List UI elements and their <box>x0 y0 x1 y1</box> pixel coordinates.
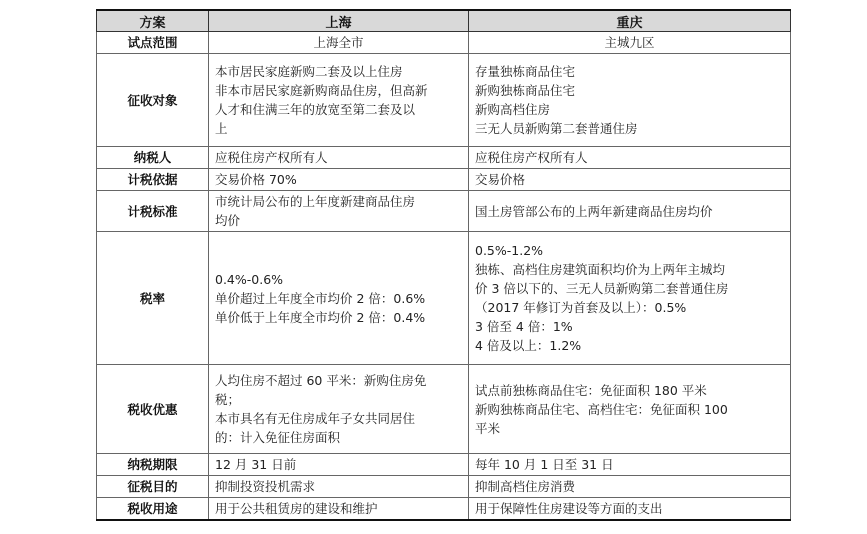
cell-line: 上 <box>215 121 228 136</box>
cell-line: 0.4%-0.6% <box>215 271 284 287</box>
cell-shanghai <box>209 232 469 365</box>
table-row <box>97 232 791 365</box>
cell-line: 4 倍及以上：1.2% <box>475 338 582 353</box>
cell-chongqing <box>469 147 791 169</box>
cell-line: 3 倍至 4 倍：1% <box>475 319 573 334</box>
property-tax-comparison-table <box>96 9 791 521</box>
cell-line: （2017 年修订为首套及以上）：0.5% <box>475 300 687 315</box>
row-label: 征税目的 <box>97 476 209 498</box>
row-label: 试点范围 <box>97 32 209 54</box>
cell-line: 本市具名有无住房成年子女共同居住 <box>215 411 416 426</box>
cell-chongqing <box>469 498 791 521</box>
table-row <box>97 169 791 191</box>
cell-line: 应税住房产权所有人 <box>215 150 328 165</box>
cell-chongqing <box>469 54 791 147</box>
cell-line: 平米 <box>475 420 501 436</box>
cell-line: 税； <box>215 392 241 407</box>
cell-line: 的：计入免征住房面积 <box>215 430 341 445</box>
cell-line: 新购高档住房 <box>475 102 551 117</box>
cell-line: 0.5%-1.2% <box>475 243 544 258</box>
row-label: 计税标准 <box>97 191 209 232</box>
table-header-row <box>97 10 791 32</box>
header-shanghai: 上海 <box>209 10 469 32</box>
cell-line: 人均住房不超过 60 平米：新购住房免 <box>215 373 427 388</box>
row-label: 税率 <box>97 232 209 365</box>
row-label: 征收对象 <box>97 54 209 147</box>
row-label: 税收用途 <box>97 498 209 521</box>
table-row <box>97 498 791 521</box>
comparison-table-container <box>96 9 790 521</box>
cell-shanghai <box>209 476 469 498</box>
cell-line: 上海全市 <box>313 35 364 50</box>
cell-line: 抑制投资投机需求 <box>215 479 316 494</box>
table-row <box>97 191 791 232</box>
cell-line: 三无人员新购第二套普通住房 <box>475 121 638 136</box>
cell-chongqing <box>469 191 791 232</box>
cell-line: 单价超过上年度全市均价 2 倍：0.6% <box>215 290 426 306</box>
cell-chongqing <box>469 232 791 365</box>
header-scheme: 方案 <box>97 10 209 32</box>
cell-line: 新购独栋商品住宅 <box>475 83 576 98</box>
cell-line: 单价低于上年度全市均价 2 倍：0.4% <box>215 309 426 325</box>
cell-shanghai <box>209 169 469 191</box>
cell-line: 交易价格 <box>475 172 526 187</box>
table-row <box>97 365 791 454</box>
cell-shanghai <box>209 365 469 454</box>
row-label: 税收优惠 <box>97 365 209 454</box>
row-label: 纳税期限 <box>97 454 209 476</box>
cell-shanghai <box>209 147 469 169</box>
cell-shanghai <box>209 32 469 54</box>
cell-line: 本市居民家庭新购二套及以上住房 <box>215 64 403 79</box>
row-label: 计税依据 <box>97 169 209 191</box>
cell-shanghai <box>209 454 469 476</box>
cell-line: 新购独栋商品住宅、高档住宅：免征面积 100 <box>475 401 728 417</box>
cell-line: 应税住房产权所有人 <box>475 150 588 165</box>
cell-line: 用于公共租赁房的建设和维护 <box>215 501 378 516</box>
cell-line: 独栋、高档住房建筑面积均价为上两年主城均 <box>475 262 726 277</box>
table-row <box>97 32 791 54</box>
cell-line: 试点前独栋商品住宅：免征面积 180 平米 <box>475 382 707 398</box>
cell-chongqing <box>469 32 791 54</box>
cell-line: 价 3 倍以下的、三无人员新购第二套普通住房 <box>475 281 729 296</box>
cell-line: 抑制高档住房消费 <box>475 479 576 494</box>
cell-line: 用于保障性住房建设等方面的支出 <box>475 501 663 516</box>
cell-line: 国土房管部公布的上两年新建商品住房均价 <box>475 203 713 219</box>
row-label: 纳税人 <box>97 147 209 169</box>
header-chongqing: 重庆 <box>469 10 791 32</box>
table-row <box>97 54 791 147</box>
cell-line: 存量独栋商品住宅 <box>475 64 576 79</box>
cell-line: 主城九区 <box>604 35 655 50</box>
cell-line: 均价 <box>215 213 241 228</box>
table-row <box>97 147 791 169</box>
cell-line: 非本市居民家庭新购商品住房，但高新 <box>215 83 428 98</box>
cell-line: 人才和住满三年的放宽至第二套及以 <box>215 102 416 117</box>
cell-shanghai <box>209 54 469 147</box>
cell-shanghai <box>209 191 469 232</box>
cell-chongqing <box>469 454 791 476</box>
cell-line: 交易价格 70% <box>215 172 297 187</box>
cell-chongqing <box>469 365 791 454</box>
cell-chongqing <box>469 476 791 498</box>
table-row <box>97 476 791 498</box>
cell-line: 12 月 31 日前 <box>215 457 297 472</box>
cell-line: 市统计局公布的上年度新建商品住房 <box>215 194 416 209</box>
cell-shanghai <box>209 498 469 521</box>
cell-line: 每年 10 月 1 日至 31 日 <box>475 457 614 472</box>
table-row <box>97 454 791 476</box>
cell-chongqing <box>469 169 791 191</box>
